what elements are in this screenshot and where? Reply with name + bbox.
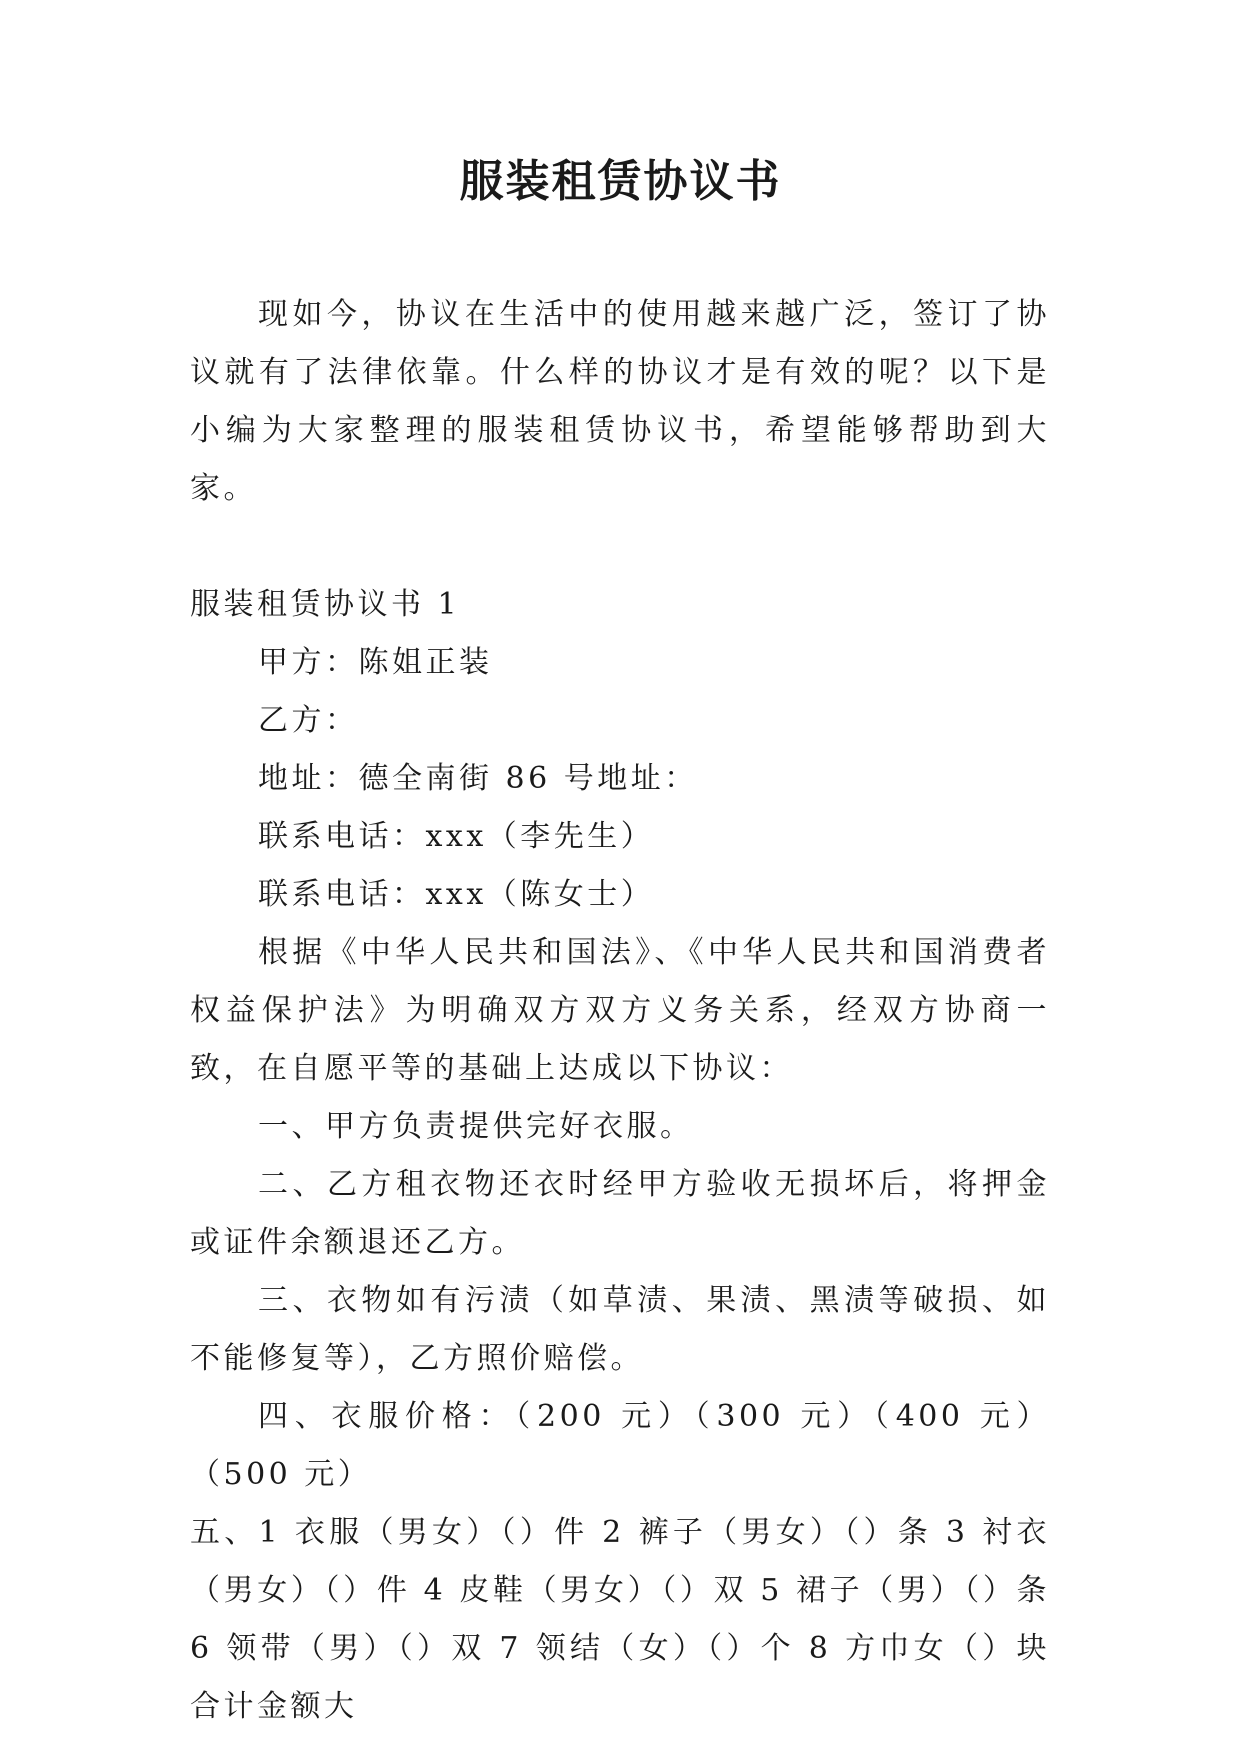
document-body: [190, 286, 1050, 1736]
section-heading: 服装租赁协议书 1: [190, 587, 461, 622]
phone-line-2: 联系电话：xxx（陈女士）: [258, 877, 655, 912]
clause-5: 五、1 衣服（男女）（）件 2 裤子（男女）（）条 3 衬衣（男女）（）件 4 皮鞋（男女）（）双 5 裙子（男）（）条 6 领带（男）（）双 7 领结（女）（）个 8 方巾女（）块合计金额大: [190, 1515, 1050, 1724]
party-b-line: 乙方：: [258, 703, 359, 738]
address-line: 地址：德全南街 86 号地址：: [258, 761, 698, 796]
clause-3: 三、衣物如有污渍（如草渍、果渍、黑渍等破损、如不能修复等），乙方照价赔偿。: [190, 1283, 1050, 1376]
paragraph-spacer: [190, 518, 1050, 576]
clause-1: 一、甲方负责提供完好衣服。: [258, 1109, 694, 1144]
phone-line-1: 联系电话：xxx（李先生）: [258, 819, 655, 854]
basis-paragraph: 根据《中华人民共和国法》、《中华人民共和国消费者权益保护法》为明确双方双方义务关系，经双方协商一致，在自愿平等的基础上达成以下协议：: [190, 935, 1050, 1086]
document-title: 服装租赁协议书: [459, 156, 782, 207]
intro-paragraph: 现如今，协议在生活中的使用越来越广泛，签订了协议就有了法律依靠。什么样的协议才是有效的呢？以下是小编为大家整理的服装租赁协议书，希望能够帮助到大家。: [190, 297, 1050, 506]
clause-2: 二、乙方租衣物还衣时经甲方验收无损坏后，将押金或证件余额退还乙方。: [190, 1167, 1050, 1260]
clause-4: 四、衣服价格：（200 元）（300 元）（400 元）（500 元）: [190, 1399, 1050, 1492]
party-a-line: 甲方：陈姐正装: [258, 645, 493, 680]
